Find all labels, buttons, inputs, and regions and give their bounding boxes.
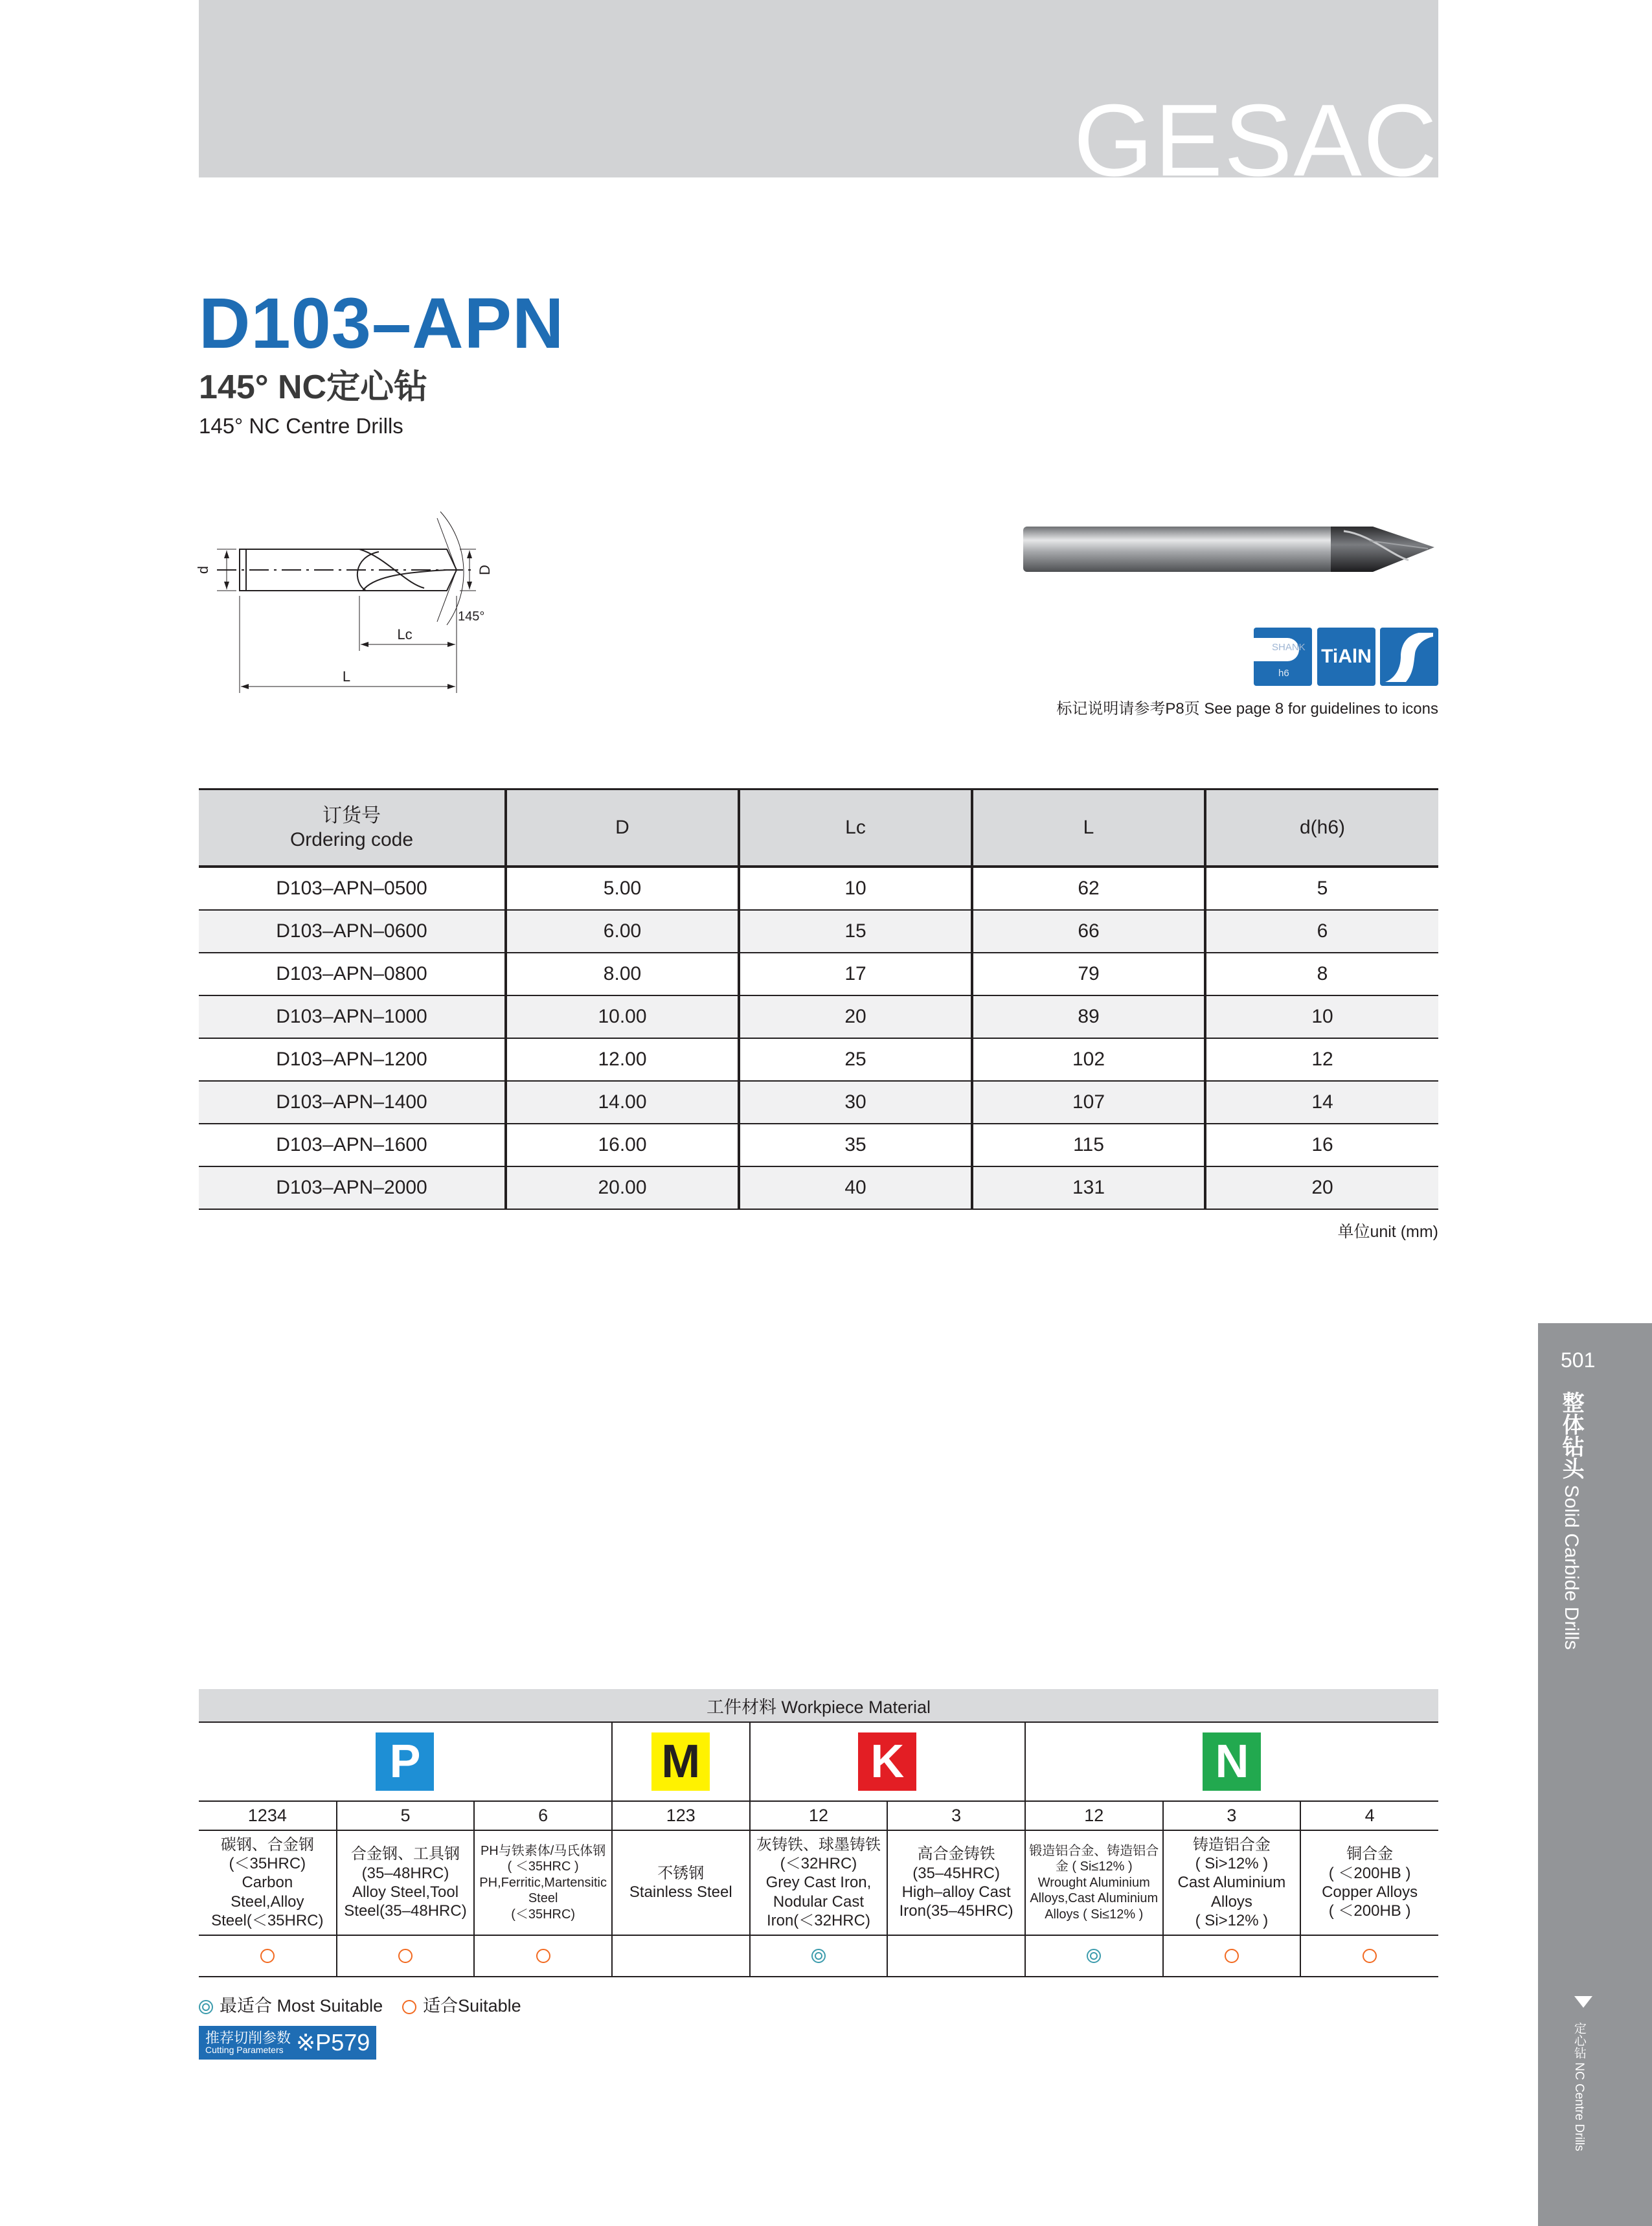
cutting-parameters-label [205,2031,291,2054]
suitable-icon [1225,1949,1239,1963]
material-description-line: ( Si>12% ) [1195,1855,1269,1873]
suitable-icon [1363,1949,1377,1963]
material-description-line: ( ＜35HRC ) [507,1859,579,1874]
material-description-line: Iron(35–45HRC) [899,1902,1013,1920]
cell-L: 115 [972,1124,1205,1166]
unit-note: 单位unit (mm) [1337,1223,1438,1241]
material-description-line: (＜35HRC) [511,1907,576,1922]
material-description-line: 高合金铸铁 [917,1845,995,1863]
most-suitable-icon [199,2000,213,2014]
cell-D: 14.00 [506,1081,739,1124]
most-suitable-icon [1087,1949,1101,1963]
legend-most-suitable: 最适合 Most Suitable [220,1996,383,2016]
material-description-line: Copper Alloys [1322,1883,1418,1901]
cell-ordering-code: D103–APN–2000 [199,1166,506,1209]
material-subgroup: 5 [337,1801,475,1830]
cell-D: 5.00 [506,867,739,910]
cell-D: 16.00 [506,1124,739,1166]
header-ordering-code-en: Ordering code [289,829,414,850]
cell-Lc: 40 [739,1166,972,1209]
cell-d-h6: 10 [1205,995,1438,1038]
material-subgroup: 3 [1163,1801,1301,1830]
cell-L: 107 [972,1081,1205,1124]
group-M-cell [612,1722,750,1801]
cell-Lc: 10 [739,867,972,910]
spec-table [199,788,1438,1210]
page-number: 501 [1561,1348,1596,1372]
cell-D: 12.00 [506,1038,739,1081]
group-P-badge: P [376,1732,434,1791]
cutting-parameters-label-en: Cutting Parameters [205,2045,284,2055]
diagram-label-Lc: Lc [397,626,413,642]
group-N-cell [1025,1722,1438,1801]
cell-d-h6: 8 [1205,953,1438,995]
group-K-cell [750,1722,1025,1801]
material-suitability [337,1935,475,1977]
cell-L: 102 [972,1038,1205,1081]
material-description-line: 碳钢、合金钢 [220,1835,314,1854]
tialn-coating-icon [1317,628,1375,686]
cell-L: 66 [972,910,1205,953]
cell-d-h6: 6 [1205,910,1438,953]
material-description [612,1830,750,1935]
material-description-line: Wrought Aluminium [1037,1875,1150,1890]
material-subgroup-row [199,1801,1438,1830]
cell-Lc: 35 [739,1124,972,1166]
sub-section-label-cn: 定心钻 [1572,2022,1586,2059]
material-subgroup: 6 [474,1801,612,1830]
material-description-line: Alloy Steel,Tool [352,1883,459,1901]
cell-d-h6: 14 [1205,1081,1438,1124]
product-code: D103–APN [199,284,565,363]
material-description-row [199,1830,1438,1935]
material-description-line: PH,Ferritic,Martensitic [479,1875,607,1890]
cell-ordering-code: D103–APN–1000 [199,995,506,1038]
material-description [1300,1830,1438,1935]
table-row [199,1124,1438,1166]
cell-d-h6: 5 [1205,867,1438,910]
cell-L: 62 [972,867,1205,910]
material-subgroup: 123 [612,1801,750,1830]
material-description-line: ( ＜200HB ) [1328,1864,1411,1882]
material-description-line: 不锈钢 [657,1864,705,1882]
header-ordering-code [199,789,506,867]
cell-d-h6: 12 [1205,1038,1438,1081]
header-d-h6: d(h6) [1205,789,1438,867]
suitable-icon [402,2000,416,2014]
flute-profile-icon [1380,628,1438,686]
material-description-line: Alloys [1210,1892,1252,1911]
material-description-line: Nodular Cast [773,1892,864,1911]
material-description-line: (35–45HRC) [912,1864,1000,1882]
material-description-line: 灰铸铁、球墨铸铁 [756,1835,881,1854]
diagram-label-D: D [476,565,493,575]
material-description-line: 合金钢、工具钢 [350,1845,460,1863]
product-photo [1020,515,1441,583]
material-suitability [750,1935,888,1977]
material-description-line: Alloys,Cast Aluminium [1030,1891,1159,1906]
material-description [199,1830,337,1935]
material-suitability [1300,1935,1438,1977]
material-subgroup: 12 [1025,1801,1163,1830]
material-suitability-row [199,1935,1438,1977]
material-description-line: Iron(＜32HRC) [766,1911,870,1929]
cell-Lc: 25 [739,1038,972,1081]
cell-L: 89 [972,995,1205,1038]
product-title-en: 145° NC Centre Drills [199,414,403,438]
drill-dimension-diagram [191,505,761,699]
cell-ordering-code: D103–APN–1600 [199,1124,506,1166]
material-description [1163,1830,1301,1935]
suitable-icon [398,1949,413,1963]
product-title-cn: 145° NC定心钻 [199,369,428,406]
material-description-line: High–alloy Cast [901,1883,1011,1901]
material-description-line: Steel [528,1891,558,1906]
sub-section-label-en: NC Centre Drills [1572,2062,1586,2152]
cell-ordering-code: D103–APN–0800 [199,953,506,995]
cell-d-h6: 20 [1205,1166,1438,1209]
material-suitability [199,1935,337,1977]
most-suitable-icon [811,1949,826,1963]
cell-Lc: 15 [739,910,972,953]
material-description-line: Grey Cast Iron, [765,1874,872,1892]
material-subgroup: 4 [1300,1801,1438,1830]
cell-ordering-code: D103–APN–1200 [199,1038,506,1081]
group-P-cell [199,1722,612,1801]
cell-D: 20.00 [506,1166,739,1209]
material-description [750,1830,888,1935]
material-description [474,1830,612,1935]
side-tab [1538,1323,1652,2226]
group-M-badge: M [651,1732,710,1791]
material-description-line: ( ＜200HB ) [1328,1902,1411,1920]
material-description [1025,1830,1163,1935]
material-description [887,1830,1025,1935]
material-description-line: 铸造铝合金 [1192,1835,1271,1854]
suitable-icon [536,1949,550,1963]
material-description [337,1830,475,1935]
shank-icon-sub: h6 [1278,668,1289,679]
cutting-parameters-link[interactable] [199,2026,376,2060]
cell-D: 8.00 [506,953,739,995]
cell-ordering-code: D103–APN–1400 [199,1081,506,1124]
brand-logo: GESAC [1073,84,1438,177]
group-N-badge: N [1203,1732,1261,1791]
section-label-cn: 整体钻头 [1559,1391,1584,1479]
material-subgroup: 1234 [199,1801,337,1830]
material-subgroup: 12 [750,1801,888,1830]
group-K-badge: K [858,1732,916,1791]
cell-L: 131 [972,1166,1205,1209]
cell-D: 6.00 [506,910,739,953]
suitable-icon [260,1949,275,1963]
material-description-line: Carbon [242,1874,293,1892]
table-row [199,995,1438,1038]
material-subgroup: 3 [887,1801,1025,1830]
cell-Lc: 17 [739,953,972,995]
material-description-line: Stainless Steel [629,1883,732,1901]
cell-ordering-code: D103–APN–0600 [199,910,506,953]
material-suitability [612,1935,750,1977]
header-ordering-code-cn: 订货号 [322,804,381,826]
header-Lc: Lc [739,789,972,867]
table-row [199,910,1438,953]
material-description-line: Steel(＜35HRC) [211,1911,324,1929]
material-description-line: Steel(35–48HRC) [344,1902,467,1920]
material-description-line: ( Si>12% ) [1195,1911,1269,1929]
material-description-line: 金 ( Si≤12% ) [1055,1859,1133,1874]
suitability-legend [199,1992,521,2017]
triangle-down-icon [1574,1996,1592,2008]
table-row [199,867,1438,910]
material-description-line: (＜32HRC) [780,1855,857,1873]
material-description-line: Alloys ( Si≤12% ) [1045,1907,1144,1922]
material-description-line: PH与铁素体/马氏体钢 [480,1844,606,1859]
table-row [199,1038,1438,1081]
sub-section-label [1572,2022,1585,2152]
cell-L: 79 [972,953,1205,995]
header-L: L [972,789,1205,867]
legend-suitable: 适合Suitable [423,1996,521,2016]
diagram-label-angle: 145° [458,609,485,624]
shank-h6-icon [1254,628,1312,686]
header-band [199,0,1438,177]
material-suitability [474,1935,612,1977]
workpiece-material-table [199,1689,1438,1977]
material-group-row [199,1722,1438,1801]
workpiece-material-title: 工件材料 Workpiece Material [199,1689,1438,1722]
material-description-line: Cast Aluminium [1177,1874,1286,1892]
material-description-line: Steel,Alloy [231,1892,304,1911]
cell-ordering-code: D103–APN–0500 [199,867,506,910]
material-suitability [1163,1935,1301,1977]
cell-Lc: 30 [739,1081,972,1124]
cutting-parameters-label-cn: 推荐切削参数 [205,2030,291,2046]
table-row [199,1081,1438,1124]
material-suitability [1025,1935,1163,1977]
section-label [1558,1391,1583,1650]
icon-guideline-note: 标记说明请参考P8页 See page 8 for guidelines to icons [1056,700,1438,718]
spec-table-header [199,789,1438,867]
diagram-label-d: d [194,565,211,574]
cell-D: 10.00 [506,995,739,1038]
section-label-en: Solid Carbide Drills [1561,1484,1583,1650]
cutting-parameters-page-ref: ※P579 [296,2029,370,2056]
material-description-line: 铜合金 [1346,1845,1394,1863]
diagram-label-L: L [342,668,351,685]
material-suitability [887,1935,1025,1977]
tialn-icon-label: TiAlN [1321,646,1372,667]
shank-icon-label: SHANK [1272,642,1306,653]
material-description-line: (35–48HRC) [361,1864,449,1882]
cell-Lc: 20 [739,995,972,1038]
table-row [199,1166,1438,1209]
header-D: D [506,789,739,867]
material-description-line: (＜35HRC) [229,1855,306,1873]
cell-d-h6: 16 [1205,1124,1438,1166]
table-row [199,953,1438,995]
material-description-line: 锻造铝合金、铸造铝合 [1029,1844,1159,1859]
